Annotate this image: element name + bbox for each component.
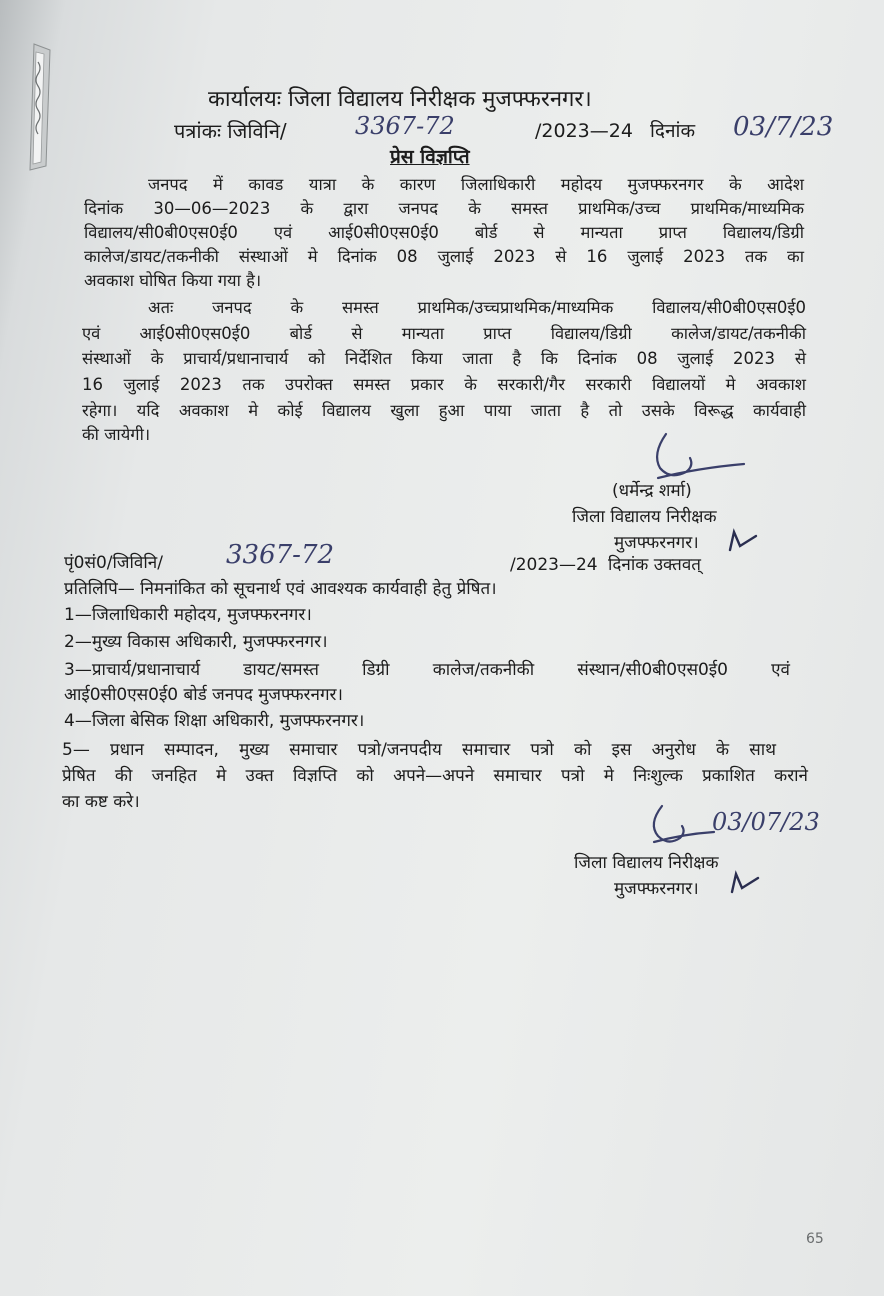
copy-item: का कष्ट करे।: [62, 792, 140, 812]
staple-icon: [20, 42, 58, 172]
signatory-designation-2: जिला विद्यालय निरीक्षक: [574, 853, 719, 873]
copy-item: 2—मुख्य विकास अधिकारी, मुजफ्फरनगर।: [64, 632, 328, 652]
signature-date-handwritten: 03/07/23: [712, 808, 820, 836]
ref-number-handwritten: 3367-72: [355, 112, 455, 140]
signatory-place-2: मुजफ्फरनगर।: [614, 879, 699, 899]
para2-line: 16 जुलाई 2023 तक उपरोक्त समस्त प्रकार के सरकारी/गैर सरकारी विद्यालयों मे अवकाश: [82, 375, 806, 394]
signature-mark-2: [640, 800, 720, 860]
para2-line: अतः जनपद के समस्त प्राथमिक/उच्चप्राथमिक/माध्यमिक विद्यालय/सी0बी0एस0ई0: [148, 298, 806, 317]
para1-line: अवकाश घोषित किया गया है।: [84, 271, 262, 290]
para1-line: विद्यालय/सी0बी0एस0ई0 एवं आई0सी0एस0ई0 बोर्ड से मान्यता प्राप्त विद्यालय/डिग्री: [84, 223, 804, 242]
copy-item: 5— प्रधान सम्पादन, मुख्य समाचार पत्रो/जनपदीय समाचार पत्रो को इस अनुरोध के साथ: [62, 740, 776, 760]
para1-line: जनपद में कावड यात्रा के कारण जिलाधिकारी महोदय मुजफ्फरनगर के आदेश: [148, 175, 804, 194]
page-number: 65: [806, 1231, 824, 1247]
signatory-designation: जिला विद्यालय निरीक्षक: [572, 507, 717, 527]
para2-line: रहेगा। यदि अवकाश मे कोई विद्यालय खुला हुआ पाया जाता है तो उसके विरूद्ध कार्यवाही: [82, 401, 806, 420]
copy-date: दिनांक उक्तवत्: [608, 555, 701, 575]
press-release-title: प्रेस विज्ञप्ति: [390, 146, 470, 168]
copy-ref-number-handwritten: 3367-72: [226, 540, 335, 570]
copy-item: 4—जिला बेसिक शिक्षा अधिकारी, मुजफ्फरनगर।: [64, 711, 365, 731]
copy-item: प्रेषित की जनहित मे उक्त विज्ञप्ति को अपने—अपने समाचार पत्रो मे निःशुल्क प्रकाशित कराने: [62, 766, 808, 786]
copy-ref-year: /2023—24: [510, 555, 598, 575]
para1-line: दिनांक 30—06—2023 के द्वारा जनपद के समस्त प्राथमिक/उच्च प्राथमिक/माध्यमिक: [84, 199, 804, 218]
signatory-name: (धर्मेन्द्र शर्मा): [612, 481, 692, 501]
copy-item: आई0सी0एस0ई0 बोर्ड जनपद मुजफ्फरनगर।: [64, 685, 343, 705]
copy-item: 3—प्राचार्य/प्रधानाचार्य डायट/समस्त डिग्री कालेज/तकनीकी संस्थान/सी0बी0एस0ई0 एवं: [64, 660, 790, 680]
initial-mark-2: [726, 870, 762, 896]
copy-ref-prefix: पृं0सं0/जिविनि/: [64, 553, 163, 573]
para2-line: की जायेगी।: [82, 425, 151, 444]
ref-year: /2023—24: [535, 120, 633, 142]
ref-prefix: पत्रांकः जिविनि/: [174, 119, 287, 143]
initial-mark: [724, 528, 760, 554]
copy-item: 1—जिलाधिकारी महोदय, मुजफ्फरनगर।: [64, 605, 312, 625]
signatory-place: मुजफ्फरनगर।: [614, 533, 699, 553]
copy-intro: प्रतिलिपि— निमनांकित को सूचनार्थ एवं आवश्यक कार्यवाही हेतु प्रेषित।: [64, 579, 497, 599]
para1-line: कालेज/डायट/तकनीकी संस्थाओं मे दिनांक 08 जुलाई 2023 से 16 जुलाई 2023 तक का: [84, 247, 804, 266]
date-label: दिनांक: [650, 120, 696, 142]
para2-line: एवं आई0सी0एस0ई0 बोर्ड से मान्यता प्राप्त विद्यालय/डिग्री कालेज/डायट/तकनीकी: [82, 324, 806, 343]
date-handwritten: 03/7/23: [733, 112, 834, 142]
para2-line: संस्थाओं के प्राचार्य/प्रधानाचार्य को निर्देशित किया जाता है कि दिनांक 08 जुलाई 2023 से: [82, 349, 806, 368]
office-heading: कार्यालयः जिला विद्यालय निरीक्षक मुजफ्फरनगर।: [208, 87, 592, 112]
